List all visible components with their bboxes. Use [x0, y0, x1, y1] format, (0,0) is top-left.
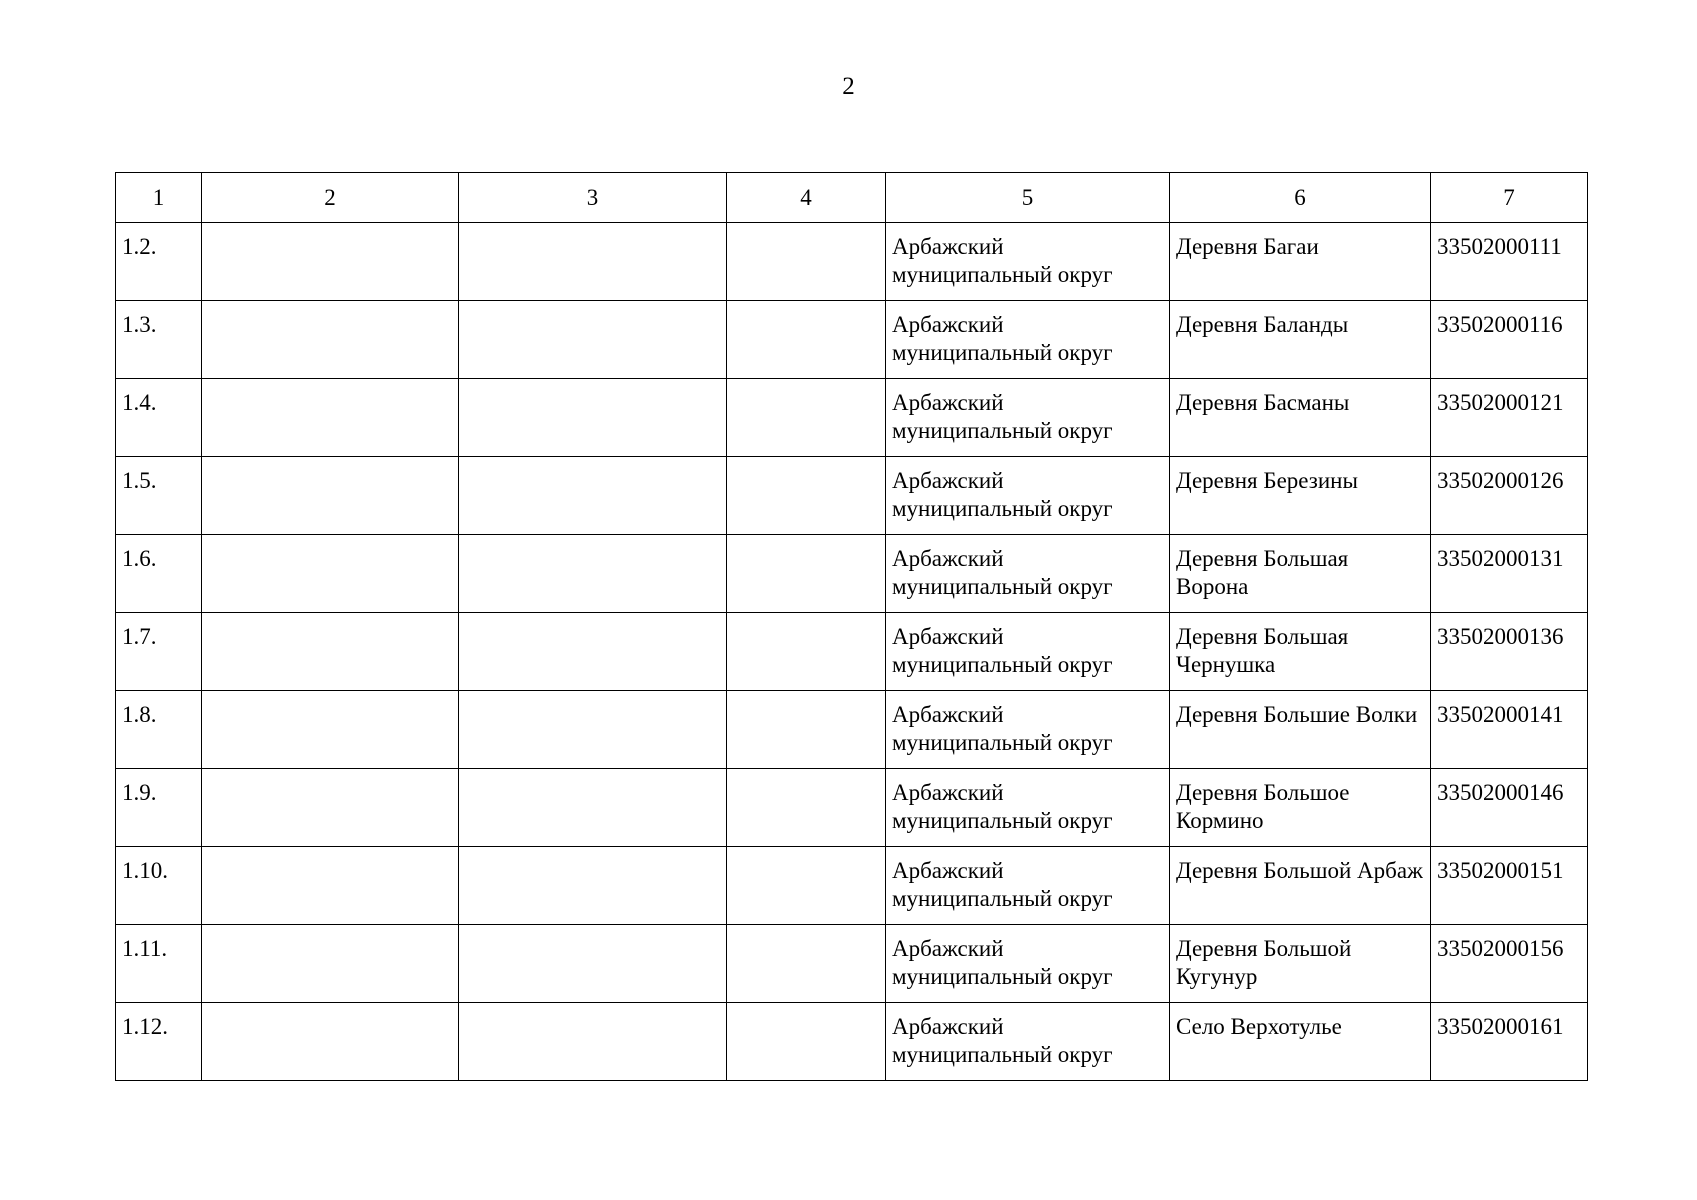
- column-header-4: 4: [727, 173, 886, 223]
- cell-col2: [202, 691, 459, 769]
- row-number: 1.2.: [116, 223, 202, 301]
- settlement-code: 33502000136: [1431, 613, 1588, 691]
- cell-col2: [202, 379, 459, 457]
- cell-col2: [202, 535, 459, 613]
- table-row: [116, 613, 1588, 691]
- row-number: 1.9.: [116, 769, 202, 847]
- settlement-code: 33502000151: [1431, 847, 1588, 925]
- row-number: 1.3.: [116, 301, 202, 379]
- cell-col4: [727, 613, 886, 691]
- settlement-name: Деревня Большой Арбаж: [1170, 847, 1431, 925]
- table-row: [116, 925, 1588, 1003]
- district-name: Арбажский муниципальный округ: [886, 1003, 1170, 1081]
- table-row: [116, 769, 1588, 847]
- header-row: [116, 173, 1588, 223]
- cell-col3: [459, 613, 727, 691]
- column-header-5: 5: [886, 173, 1170, 223]
- settlement-name: Деревня Большой Кугунур: [1170, 925, 1431, 1003]
- table-row: [116, 1003, 1588, 1081]
- cell-col4: [727, 925, 886, 1003]
- row-number: 1.10.: [116, 847, 202, 925]
- cell-col2: [202, 925, 459, 1003]
- settlement-code: 33502000126: [1431, 457, 1588, 535]
- cell-col4: [727, 379, 886, 457]
- cell-col3: [459, 1003, 727, 1081]
- table-row: [116, 847, 1588, 925]
- cell-col2: [202, 457, 459, 535]
- cell-col3: [459, 379, 727, 457]
- settlement-name: Село Верхотулье: [1170, 1003, 1431, 1081]
- cell-col2: [202, 769, 459, 847]
- district-name: Арбажский муниципальный округ: [886, 457, 1170, 535]
- settlement-code: 33502000111: [1431, 223, 1588, 301]
- table-row: [116, 691, 1588, 769]
- column-header-2: 2: [202, 173, 459, 223]
- district-name: Арбажский муниципальный округ: [886, 223, 1170, 301]
- district-name: Арбажский муниципальный округ: [886, 379, 1170, 457]
- settlement-code: 33502000141: [1431, 691, 1588, 769]
- settlement-name: Деревня Большая Чернушка: [1170, 613, 1431, 691]
- row-number: 1.8.: [116, 691, 202, 769]
- district-name: Арбажский муниципальный округ: [886, 613, 1170, 691]
- cell-col4: [727, 1003, 886, 1081]
- cell-col4: [727, 457, 886, 535]
- table-row: [116, 379, 1588, 457]
- cell-col3: [459, 691, 727, 769]
- column-header-7: 7: [1431, 173, 1588, 223]
- cell-col3: [459, 535, 727, 613]
- cell-col4: [727, 769, 886, 847]
- settlement-code: 33502000121: [1431, 379, 1588, 457]
- row-number: 1.7.: [116, 613, 202, 691]
- settlement-code: 33502000146: [1431, 769, 1588, 847]
- cell-col4: [727, 691, 886, 769]
- column-header-1: 1: [116, 173, 202, 223]
- cell-col2: [202, 1003, 459, 1081]
- district-name: Арбажский муниципальный округ: [886, 925, 1170, 1003]
- row-number: 1.5.: [116, 457, 202, 535]
- district-name: Арбажский муниципальный округ: [886, 691, 1170, 769]
- row-number: 1.12.: [116, 1003, 202, 1081]
- cell-col3: [459, 847, 727, 925]
- cell-col2: [202, 223, 459, 301]
- cell-col4: [727, 847, 886, 925]
- cell-col2: [202, 613, 459, 691]
- cell-col2: [202, 847, 459, 925]
- settlement-name: Деревня Большое Кормино: [1170, 769, 1431, 847]
- column-header-3: 3: [459, 173, 727, 223]
- district-name: Арбажский муниципальный округ: [886, 301, 1170, 379]
- cell-col3: [459, 925, 727, 1003]
- settlement-code: 33502000156: [1431, 925, 1588, 1003]
- table-header: [116, 173, 1588, 223]
- cell-col4: [727, 301, 886, 379]
- settlement-name: Деревня Березины: [1170, 457, 1431, 535]
- settlement-code: 33502000131: [1431, 535, 1588, 613]
- cell-col3: [459, 223, 727, 301]
- cell-col3: [459, 457, 727, 535]
- page-number: 2: [842, 73, 855, 100]
- settlement-name: Деревня Большие Волки: [1170, 691, 1431, 769]
- settlement-name: Деревня Багаи: [1170, 223, 1431, 301]
- cell-col3: [459, 769, 727, 847]
- settlement-name: Деревня Большая Ворона: [1170, 535, 1431, 613]
- district-name: Арбажский муниципальный округ: [886, 847, 1170, 925]
- cell-col4: [727, 223, 886, 301]
- row-number: 1.11.: [116, 925, 202, 1003]
- table-row: [116, 457, 1588, 535]
- column-header-6: 6: [1170, 173, 1431, 223]
- table-row: [116, 535, 1588, 613]
- district-name: Арбажский муниципальный округ: [886, 769, 1170, 847]
- district-name: Арбажский муниципальный округ: [886, 535, 1170, 613]
- settlement-name: Деревня Басманы: [1170, 379, 1431, 457]
- cell-col4: [727, 535, 886, 613]
- settlements-table: [115, 172, 1588, 1081]
- table-row: [116, 223, 1588, 301]
- cell-col3: [459, 301, 727, 379]
- table-body: [116, 223, 1588, 1081]
- cell-col2: [202, 301, 459, 379]
- settlement-code: 33502000161: [1431, 1003, 1588, 1081]
- settlement-code: 33502000116: [1431, 301, 1588, 379]
- table-row: [116, 301, 1588, 379]
- row-number: 1.4.: [116, 379, 202, 457]
- settlement-name: Деревня Баланды: [1170, 301, 1431, 379]
- row-number: 1.6.: [116, 535, 202, 613]
